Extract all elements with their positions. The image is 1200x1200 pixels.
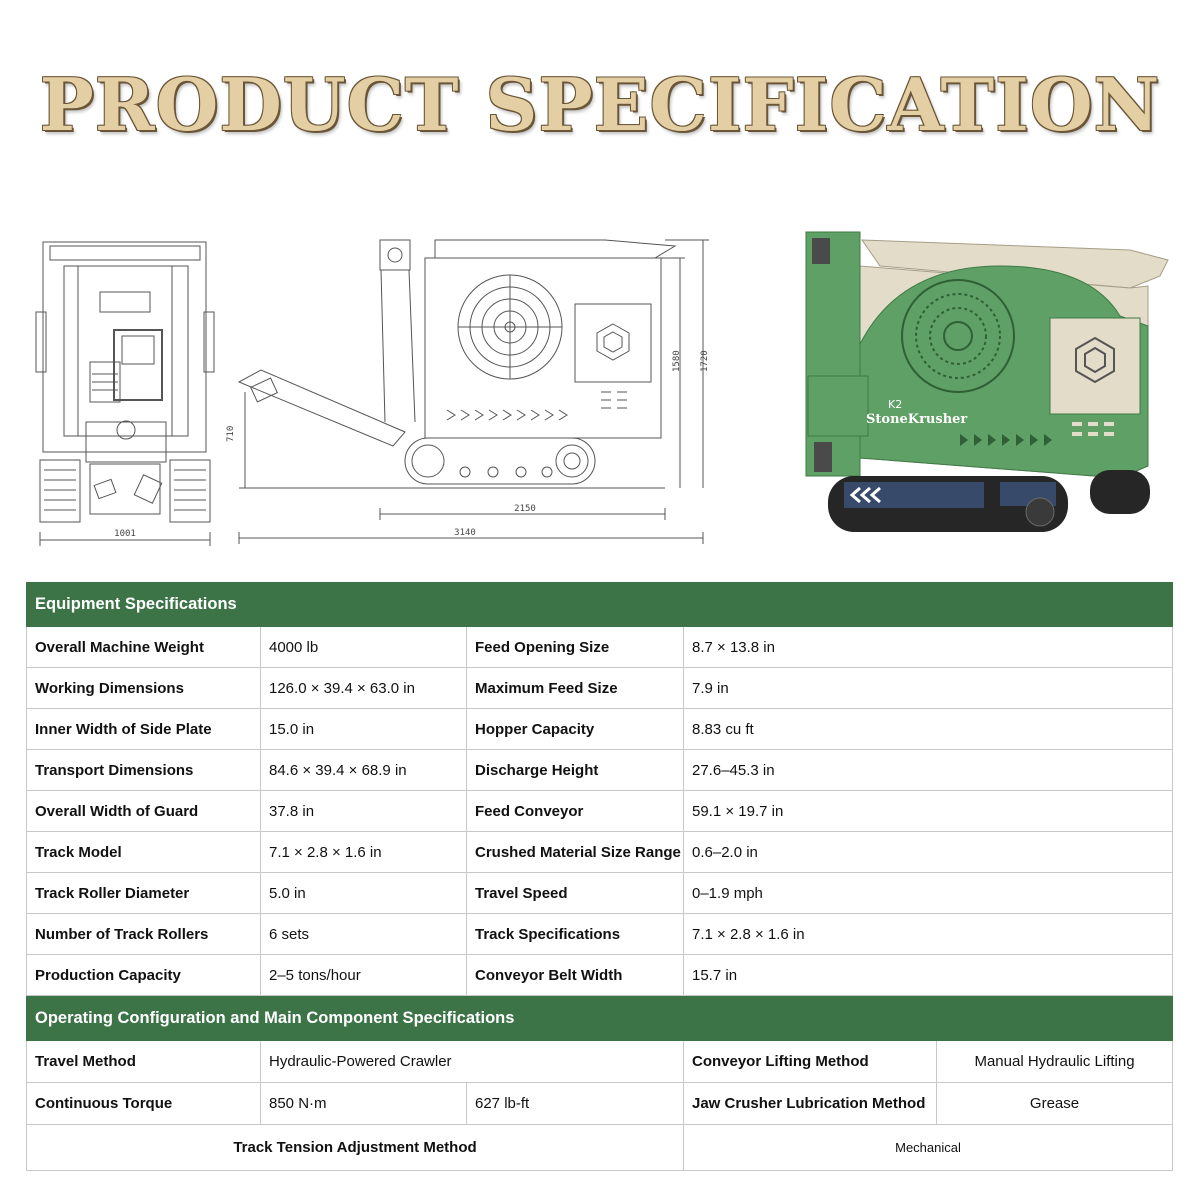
height-dim-1580: 1580 (672, 350, 682, 372)
spec-label: Hopper Capacity (467, 709, 684, 750)
spec-label: Overall Width of Guard (27, 791, 261, 832)
operating-header-text: Operating Configuration and Main Component Specifications (27, 996, 1173, 1041)
table-row (27, 873, 1173, 914)
spec-value: 126.0 × 39.4 × 63.0 in (261, 668, 467, 709)
machine-model: K2 (888, 398, 903, 411)
spec-label: Maximum Feed Size (467, 668, 684, 709)
spec-value: 0–1.9 mph (684, 873, 1173, 914)
spec-label: Track Roller Diameter (27, 873, 261, 914)
spec-label: Discharge Height (467, 750, 684, 791)
spec-value: 84.6 × 39.4 × 68.9 in (261, 750, 467, 791)
spec-label: Conveyor Lifting Method (684, 1041, 937, 1083)
spec-value: 7.1 × 2.8 × 1.6 in (684, 914, 1173, 955)
machine-brand: StoneKrusher (866, 412, 968, 427)
front-width-dim: 1001 (114, 529, 136, 539)
table-row (27, 750, 1173, 791)
spec-value: 7.9 in (684, 668, 1173, 709)
spec-label: Track Specifications (467, 914, 684, 955)
height-dim-1720: 1720 (700, 350, 710, 372)
spec-value: 15.0 in (261, 709, 467, 750)
table-row (27, 1125, 1173, 1171)
spec-label: Transport Dimensions (27, 750, 261, 791)
spec-label: Production Capacity (27, 955, 261, 996)
machine-render (800, 226, 1172, 546)
spec-value: Hydraulic-Powered Crawler (261, 1041, 684, 1083)
spec-value: 2–5 tons/hour (261, 955, 467, 996)
page-title: PRODUCT SPECIFICATION (39, 62, 1161, 147)
spec-value: 8.7 × 13.8 in (684, 627, 1173, 668)
spec-value: 27.6–45.3 in (684, 750, 1173, 791)
table-row (27, 832, 1173, 873)
front-view-drawing (30, 232, 220, 552)
spec-value: 4000 lb (261, 627, 467, 668)
spec-value: 8.83 cu ft (684, 709, 1173, 750)
spec-label: Feed Opening Size (467, 627, 684, 668)
spec-value: 627 lb-ft (467, 1083, 684, 1125)
spec-label: Number of Track Rollers (27, 914, 261, 955)
spec-label: Continuous Torque (27, 1083, 261, 1125)
spec-label: Crushed Material Size Range (467, 832, 684, 873)
equipment-header-text: Equipment Specifications (27, 583, 1173, 627)
table-row (27, 914, 1173, 955)
table-row (27, 709, 1173, 750)
spec-label: Working Dimensions (27, 668, 261, 709)
spec-label: Inner Width of Side Plate (27, 709, 261, 750)
track-length-dim: 2150 (514, 504, 536, 514)
spec-value: 37.8 in (261, 791, 467, 832)
spec-value: Grease (937, 1083, 1173, 1125)
operating-section-header (27, 996, 1173, 1041)
table-row (27, 1083, 1173, 1125)
spec-label: Jaw Crusher Lubrication Method (684, 1083, 937, 1125)
conveyor-height-dim: 710 (226, 425, 236, 442)
table-row (27, 1041, 1173, 1083)
spec-label: Track Model (27, 832, 261, 873)
spec-value: 15.7 in (684, 955, 1173, 996)
table-row (27, 627, 1173, 668)
spec-value: 5.0 in (261, 873, 467, 914)
table-row (27, 955, 1173, 996)
spec-value: Manual Hydraulic Lifting (937, 1041, 1173, 1083)
spec-value: 850 N·m (261, 1083, 467, 1125)
spec-value: 59.1 × 19.7 in (684, 791, 1173, 832)
spec-label: Feed Conveyor (467, 791, 684, 832)
spec-value: Mechanical (684, 1125, 1173, 1171)
overall-length-dim: 3140 (454, 528, 476, 538)
spec-label: Overall Machine Weight (27, 627, 261, 668)
table-row (27, 791, 1173, 832)
spec-value: 0.6–2.0 in (684, 832, 1173, 873)
equipment-section-header (27, 583, 1173, 627)
spec-label: Travel Speed (467, 873, 684, 914)
table-row (27, 668, 1173, 709)
spec-value: 6 sets (261, 914, 467, 955)
spec-label: Conveyor Belt Width (467, 955, 684, 996)
spec-table (26, 582, 1173, 1171)
spec-value: 7.1 × 2.8 × 1.6 in (261, 832, 467, 873)
spec-label: Track Tension Adjustment Method (27, 1125, 684, 1171)
spec-label: Travel Method (27, 1041, 261, 1083)
side-view-drawing (225, 232, 725, 552)
